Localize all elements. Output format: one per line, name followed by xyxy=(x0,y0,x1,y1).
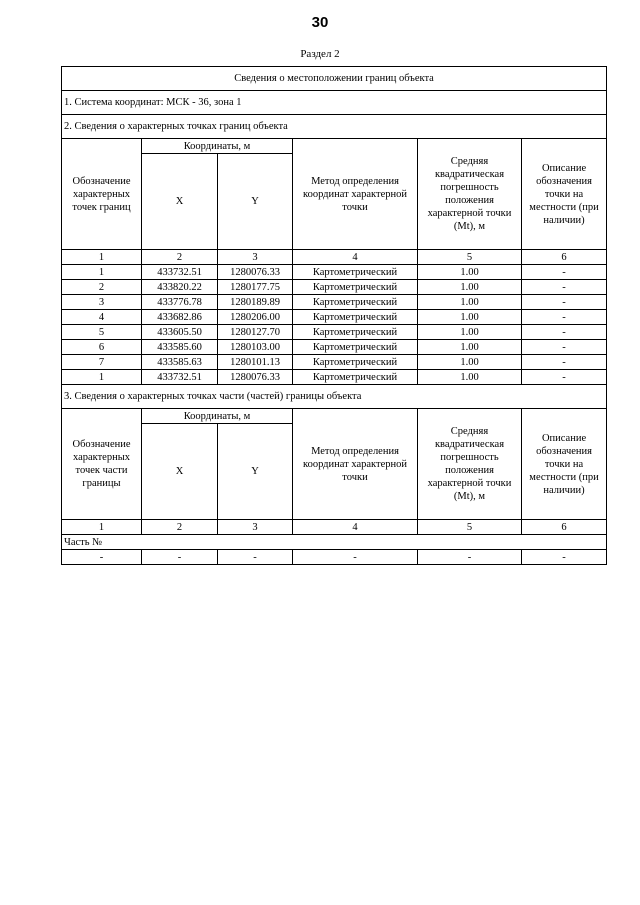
table-cell: - xyxy=(293,550,418,565)
table-cell: 1.00 xyxy=(418,295,522,310)
table-cell: 433682.86 xyxy=(142,310,218,325)
header-description: Описание обозначения точки на местности (при наличии) xyxy=(522,139,607,250)
table-cell: 1280189.89 xyxy=(218,295,293,310)
table-row xyxy=(62,265,607,280)
table-row xyxy=(62,310,607,325)
table-row xyxy=(62,355,607,370)
table-cell: 433820.22 xyxy=(142,280,218,295)
boundary-table xyxy=(61,66,607,565)
header-designation-part: Обозначение характерных точек части границы xyxy=(62,409,142,520)
table-row xyxy=(62,325,607,340)
table-cell: 1.00 xyxy=(418,370,522,385)
table-cell: 4 xyxy=(293,250,418,265)
table-cell: 1280076.33 xyxy=(218,265,293,280)
table-cell: 1280177.75 xyxy=(218,280,293,295)
table-cell: 6 xyxy=(522,250,607,265)
column-numbers-row xyxy=(62,520,607,535)
table-cell: 5 xyxy=(418,520,522,535)
table-title: Сведения о местоположении границ объекта xyxy=(62,67,607,91)
header-y: Y xyxy=(218,154,293,250)
table-cell: 1280101.13 xyxy=(218,355,293,370)
section2-title: 2. Сведения о характерных точках границ объекта xyxy=(62,115,607,139)
table-cell: - xyxy=(522,340,607,355)
table-cell: - xyxy=(522,295,607,310)
table-cell: Картометрический xyxy=(293,295,418,310)
table-cell: 6 xyxy=(62,340,142,355)
table-cell: - xyxy=(522,280,607,295)
table-row xyxy=(62,295,607,310)
table-cell: 4 xyxy=(293,520,418,535)
table-cell: 1280206.00 xyxy=(218,310,293,325)
header-error-part: Средняя квадратическая погрешность положения характерной точки (Mt), м xyxy=(418,409,522,520)
header-description-part: Описание обозначения точки на местности (при наличии) xyxy=(522,409,607,520)
table-cell: 1.00 xyxy=(418,340,522,355)
table-cell: 4 xyxy=(62,310,142,325)
part-row xyxy=(62,550,607,565)
table-cell: 1.00 xyxy=(418,280,522,295)
header-x-part: X xyxy=(142,424,218,520)
section-label: Раздел 2 xyxy=(300,48,340,60)
table-cell: Картометрический xyxy=(293,280,418,295)
table-cell: 1.00 xyxy=(418,355,522,370)
table-cell: 1.00 xyxy=(418,310,522,325)
table-cell: Картометрический xyxy=(293,265,418,280)
table-cell: - xyxy=(142,550,218,565)
table-cell: 1 xyxy=(62,265,142,280)
table-cell: - xyxy=(522,550,607,565)
table-cell: 1.00 xyxy=(418,265,522,280)
table-row xyxy=(62,370,607,385)
table-cell: Картометрический xyxy=(293,325,418,340)
table-row xyxy=(62,340,607,355)
table-cell: - xyxy=(522,310,607,325)
table-cell: 1280103.00 xyxy=(218,340,293,355)
table-cell: - xyxy=(62,550,142,565)
table-cell: 1 xyxy=(62,520,142,535)
header-method: Метод определения координат характерной точки xyxy=(293,139,418,250)
table-cell: - xyxy=(522,370,607,385)
header-coordinates: Координаты, м xyxy=(142,139,293,154)
table-cell: 7 xyxy=(62,355,142,370)
table-cell: 433605.50 xyxy=(142,325,218,340)
table-cell: Картометрический xyxy=(293,370,418,385)
column-numbers-row xyxy=(62,250,607,265)
table-cell: 1 xyxy=(62,250,142,265)
table-cell: Картометрический xyxy=(293,340,418,355)
section3-title: 3. Сведения о характерных точках части (частей) границы объекта xyxy=(62,385,607,409)
table-row xyxy=(62,280,607,295)
table-cell: 5 xyxy=(418,250,522,265)
coord-system: 1. Система координат: МСК - 36, зона 1 xyxy=(62,91,607,115)
table-cell: 1280127.70 xyxy=(218,325,293,340)
table-cell: 433732.51 xyxy=(142,370,218,385)
table-cell: 433776.78 xyxy=(142,295,218,310)
table-cell: - xyxy=(522,265,607,280)
header-x: X xyxy=(142,154,218,250)
table-cell: - xyxy=(522,325,607,340)
table-cell: 6 xyxy=(522,520,607,535)
table-cell: 2 xyxy=(142,250,218,265)
table-cell: 433585.60 xyxy=(142,340,218,355)
table-cell: 1280076.33 xyxy=(218,370,293,385)
part-label: Часть № xyxy=(62,535,607,550)
header-y-part: Y xyxy=(218,424,293,520)
table-cell: 3 xyxy=(218,250,293,265)
header-coordinates-part: Координаты, м xyxy=(142,409,293,424)
header-method-part: Метод определения координат характерной точки xyxy=(293,409,418,520)
header-designation: Обозначение характерных точек границ xyxy=(62,139,142,250)
table-cell: 3 xyxy=(62,295,142,310)
table-cell: 2 xyxy=(62,280,142,295)
page-number: 30 xyxy=(311,14,329,31)
table-cell: 1 xyxy=(62,370,142,385)
table-cell: - xyxy=(218,550,293,565)
header-error: Средняя квадратическая погрешность положения характерной точки (Mt), м xyxy=(418,139,522,250)
table-cell: 433585.63 xyxy=(142,355,218,370)
table-cell: - xyxy=(418,550,522,565)
table-cell: 2 xyxy=(142,520,218,535)
table-cell: Картометрический xyxy=(293,355,418,370)
table-cell: 3 xyxy=(218,520,293,535)
table-cell: 1.00 xyxy=(418,325,522,340)
table-cell: - xyxy=(522,355,607,370)
table-cell: 5 xyxy=(62,325,142,340)
table-cell: Картометрический xyxy=(293,310,418,325)
table-cell: 433732.51 xyxy=(142,265,218,280)
